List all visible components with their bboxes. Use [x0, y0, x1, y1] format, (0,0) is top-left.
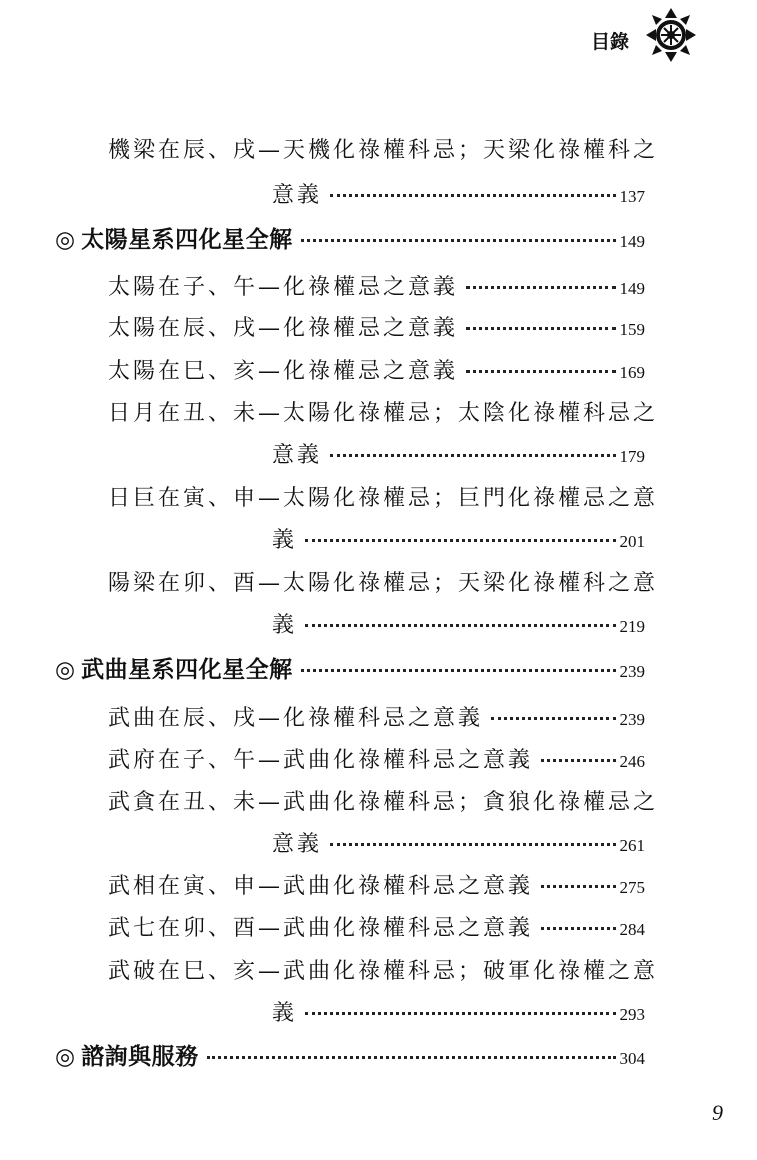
toc-label: 意義: [272, 832, 323, 857]
toc-label: 太陽在子、午—化祿權忌之意義: [108, 275, 459, 300]
toc-entry[interactable]: [108, 785, 658, 819]
header-title: 目錄: [591, 31, 630, 53]
toc-page-number: 201: [619, 532, 645, 551]
toc-label: 陽梁在卯、酉—太陽化祿權忌；天梁化祿權科之意: [108, 571, 659, 596]
toc-label: 武七在卯、酉—武曲化祿權科忌之意義: [108, 916, 534, 941]
toc-label: 諮詢與服務: [81, 1043, 199, 1070]
toc-section[interactable]: [55, 1038, 645, 1072]
page-number: 9: [712, 1100, 723, 1125]
toc-label: 意義: [272, 183, 323, 208]
toc-label: 太陽在巳、亥—化祿權忌之意義: [108, 359, 459, 384]
section-marker-icon: ◎: [55, 657, 76, 683]
dot-leader: [466, 370, 615, 373]
toc-entry[interactable]: [108, 869, 645, 903]
toc-entry[interactable]: [108, 566, 658, 600]
toc-entry[interactable]: [108, 911, 645, 945]
toc-label: 義: [272, 528, 298, 553]
toc-page-number: 304: [619, 1049, 645, 1068]
toc-label: 武曲在辰、戌—化祿權科忌之意義: [108, 706, 484, 731]
toc-page-number: 219: [619, 617, 645, 636]
toc-page-number: 169: [619, 363, 645, 382]
section-marker-icon: ◎: [55, 1044, 76, 1070]
toc-page-number: 239: [619, 710, 645, 729]
toc-entry-continuation[interactable]: [272, 608, 645, 642]
toc-entry[interactable]: [108, 133, 658, 167]
dot-leader: [541, 927, 615, 930]
toc-entry-continuation[interactable]: [272, 523, 645, 557]
dot-leader: [301, 669, 616, 672]
dot-leader: [301, 239, 616, 242]
toc-page-number: 159: [619, 320, 645, 339]
toc-page-number: 239: [619, 662, 645, 681]
dot-leader: [330, 194, 615, 197]
toc-section[interactable]: [55, 651, 645, 685]
toc-entry[interactable]: [108, 954, 658, 988]
toc-entry[interactable]: [108, 481, 658, 515]
toc-label: 太陽在辰、戌—化祿權忌之意義: [108, 316, 459, 341]
dot-leader: [305, 1012, 615, 1015]
toc-label: 武曲星系四化星全解: [81, 656, 293, 683]
toc-label: 機梁在辰、戌—天機化祿權科忌；天梁化祿權科之: [108, 138, 659, 163]
dot-leader: [330, 454, 615, 457]
dot-leader: [305, 539, 615, 542]
toc-label: 武破在巳、亥—武曲化祿權科忌；破軍化祿權之意: [108, 959, 659, 984]
toc-page-number: 284: [619, 920, 645, 939]
toc-label: 意義: [272, 443, 323, 468]
toc-entry[interactable]: [108, 311, 645, 345]
toc-page-number: 149: [619, 232, 645, 251]
toc-page-number: 149: [619, 279, 645, 298]
toc-entry-continuation[interactable]: [272, 438, 645, 472]
dot-leader: [305, 624, 615, 627]
toc-page-number: 261: [619, 836, 645, 855]
section-marker-icon: ◎: [55, 227, 76, 253]
dot-leader: [466, 286, 615, 289]
dot-leader: [541, 885, 615, 888]
toc-entry-continuation[interactable]: [272, 827, 645, 861]
toc-page-number: 179: [619, 447, 645, 466]
toc-label: 太陽星系四化星全解: [81, 226, 293, 253]
toc-page-number: 293: [619, 1005, 645, 1024]
toc-label: 日月在丑、未—太陽化祿權忌；太陰化祿權科忌之: [108, 401, 659, 426]
dot-leader: [207, 1056, 616, 1059]
toc-label: 義: [272, 613, 298, 638]
toc-label: 武相在寅、申—武曲化祿權科忌之意義: [108, 874, 534, 899]
dot-leader: [330, 843, 615, 846]
toc-entry[interactable]: [108, 396, 658, 430]
toc-entry-continuation[interactable]: [272, 178, 645, 212]
toc-entry-continuation[interactable]: [272, 996, 645, 1030]
toc-label: 武府在子、午—武曲化祿權科忌之意義: [108, 748, 534, 773]
toc-section[interactable]: [55, 221, 645, 255]
toc-entry[interactable]: [108, 270, 645, 304]
toc-label: 武貪在丑、未—武曲化祿權科忌；貪狼化祿權忌之: [108, 790, 659, 815]
toc-label: 日巨在寅、申—太陽化祿權忌；巨門化祿權忌之意: [108, 486, 659, 511]
toc-page-number: 275: [619, 878, 645, 897]
toc-entry[interactable]: [108, 701, 645, 735]
toc-page-number: 246: [619, 752, 645, 771]
dot-leader: [491, 717, 615, 720]
toc-entry[interactable]: [108, 354, 645, 388]
toc-label: 義: [272, 1001, 298, 1026]
toc-page-number: 137: [619, 187, 645, 206]
dot-leader: [541, 759, 615, 762]
dot-leader: [466, 327, 615, 330]
toc-entry[interactable]: [108, 743, 645, 777]
